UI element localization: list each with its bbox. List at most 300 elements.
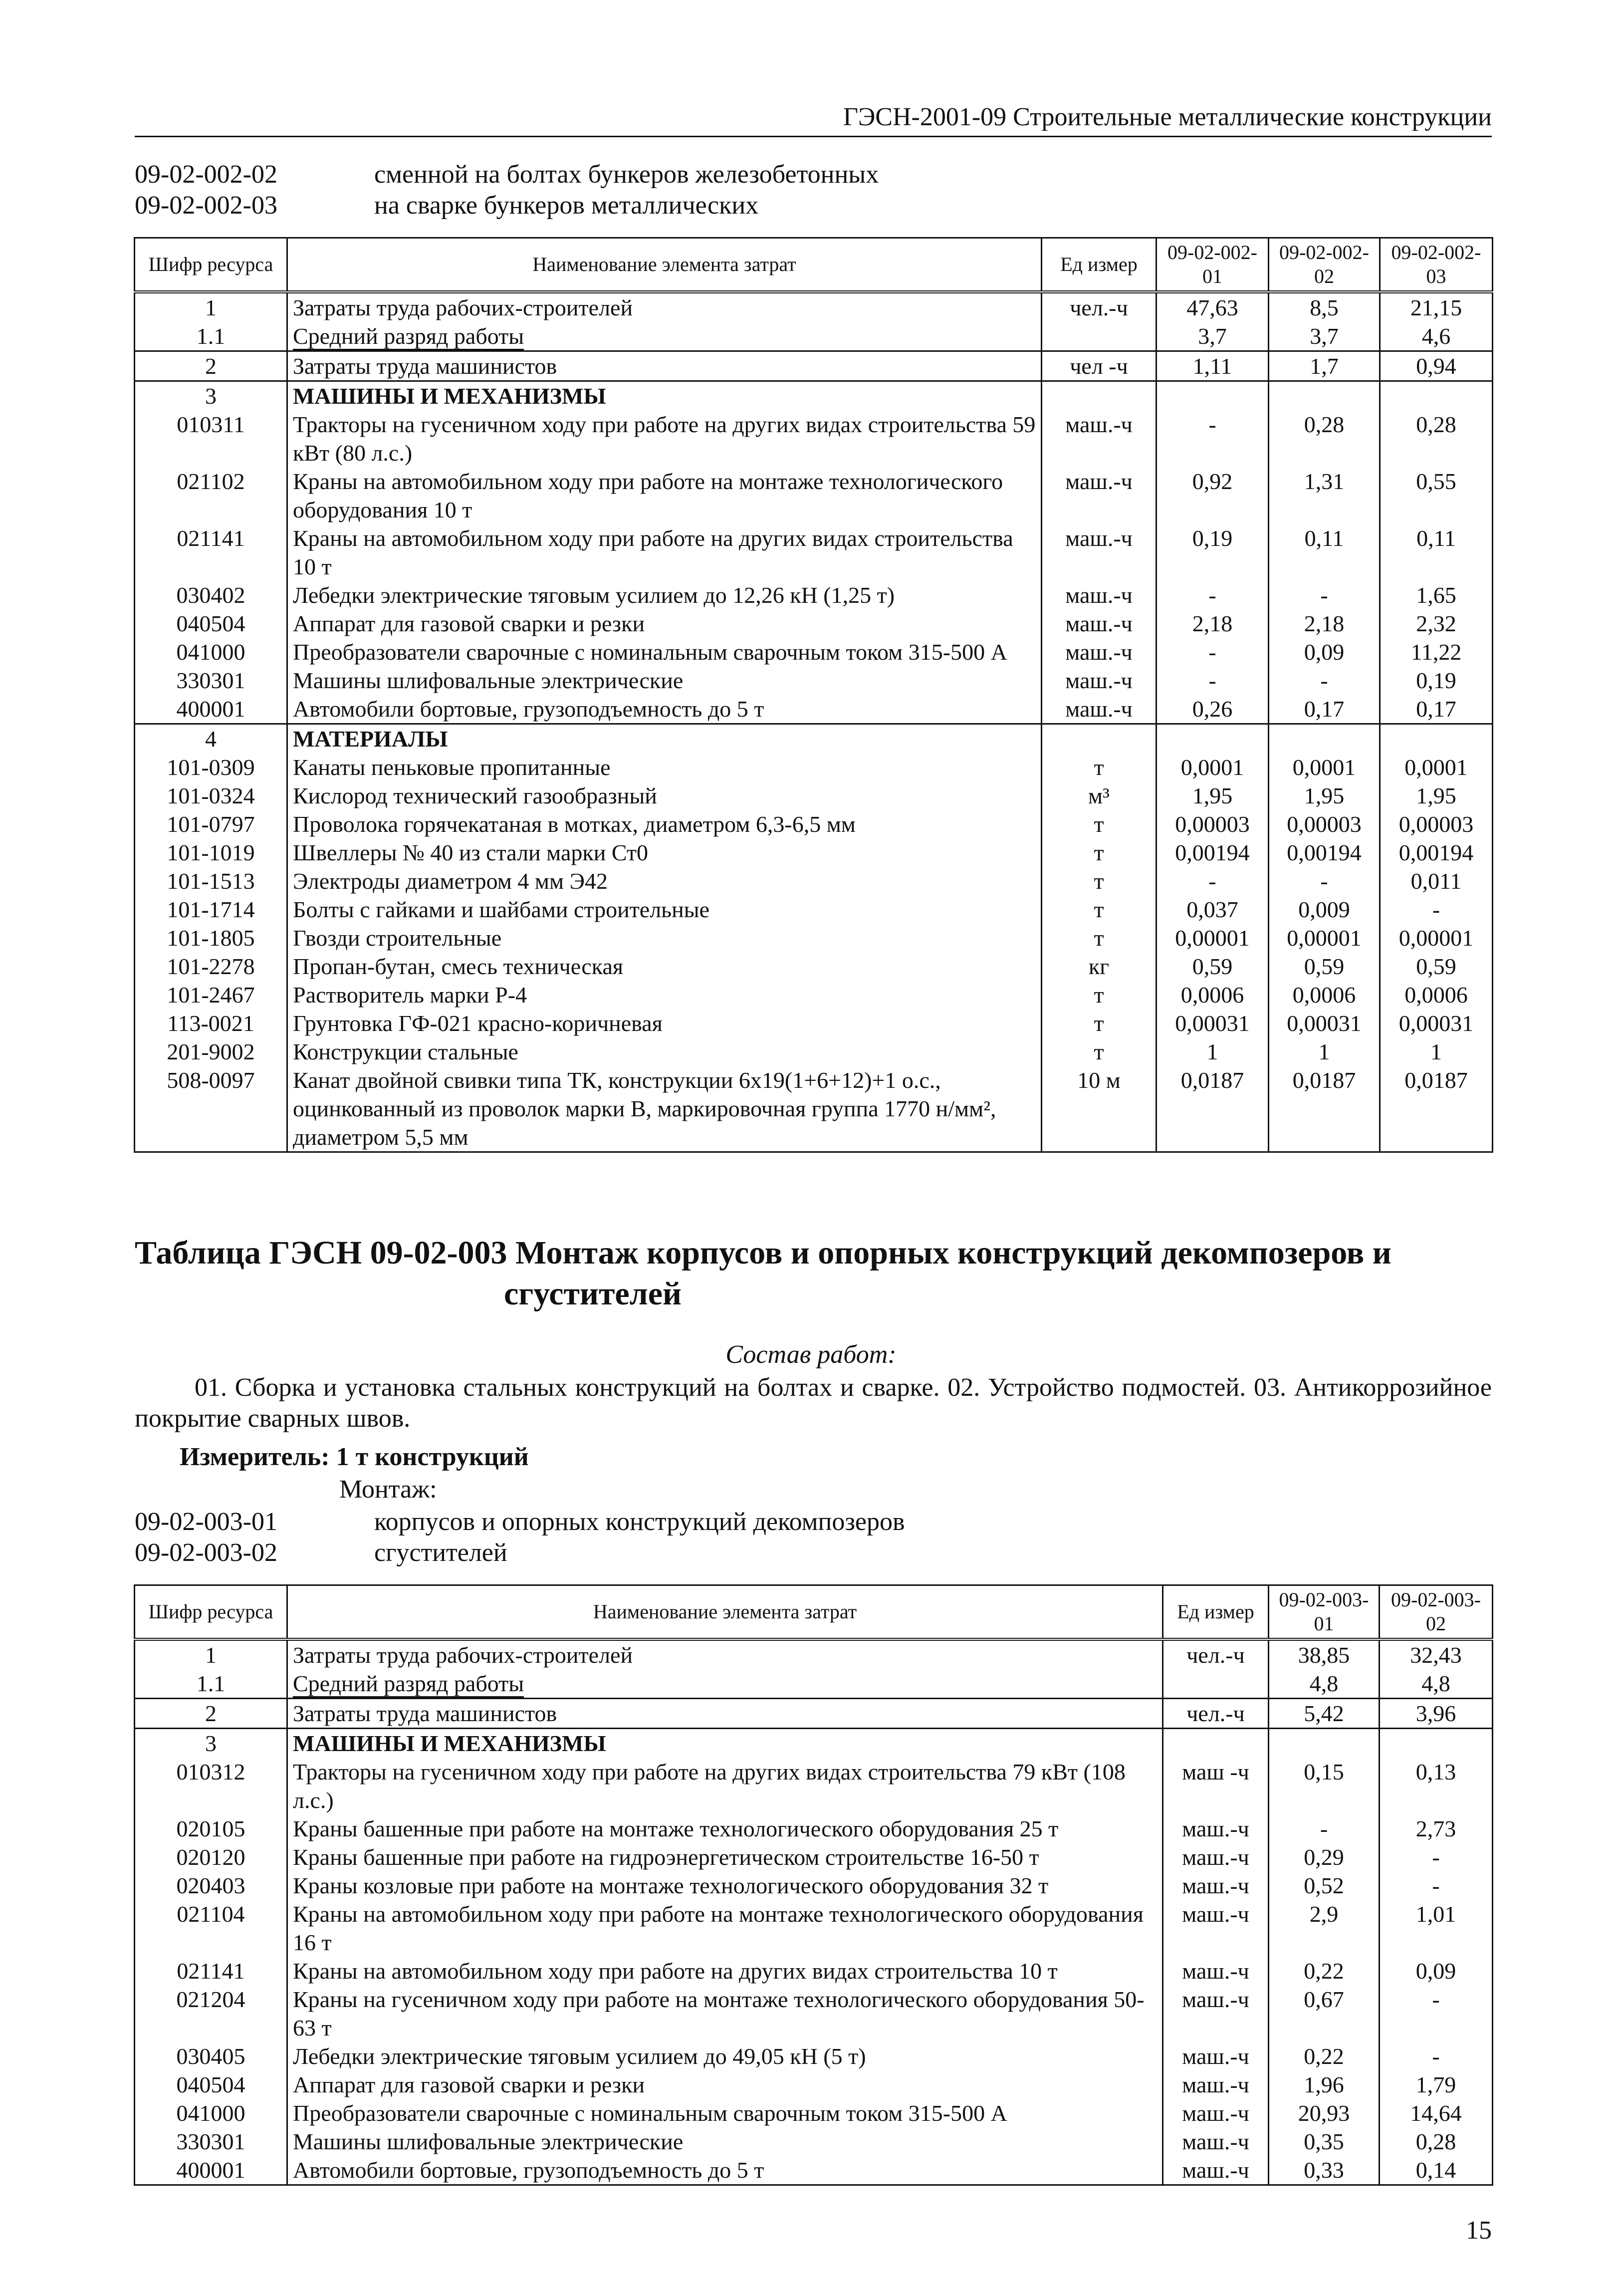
cell-name-text: Канат двойной свивки типа ТК, конструкции 6х19(1+6+12)+1 о.с., оцинкованный из проволок марки В, маркировочная группа 1770 н/мм², диаметром 5,5 мм xyxy=(293,1067,996,1150)
cell-code: 040504 xyxy=(135,2070,287,2099)
cell-unit: т xyxy=(1042,895,1157,924)
cell-value: 0,0001 xyxy=(1157,753,1269,781)
cell-name xyxy=(287,2099,1163,2127)
cell-value: 3,7 xyxy=(1157,322,1269,351)
cell-value: 38,85 xyxy=(1269,1639,1380,1669)
cell-value: 0,19 xyxy=(1380,666,1493,695)
header-name: Наименование элемента затрат xyxy=(287,1585,1163,1640)
table-row xyxy=(135,753,1493,781)
header-code: Шифр ресурса xyxy=(135,238,287,292)
table-row xyxy=(135,781,1493,810)
table-row xyxy=(135,924,1493,952)
cell-code: 2 xyxy=(135,351,287,381)
cell-name-text: МАШИНЫ И МЕХАНИЗМЫ xyxy=(293,1731,606,1756)
cell-value: 0,67 xyxy=(1269,1985,1380,2042)
cell-value xyxy=(1157,724,1269,754)
cell-unit: маш.-ч xyxy=(1042,581,1157,609)
cell-value: 0,00031 xyxy=(1380,1009,1493,1037)
cell-name xyxy=(287,810,1042,838)
cell-name xyxy=(287,322,1042,351)
table-row xyxy=(135,410,1493,467)
table-row xyxy=(135,1843,1493,1871)
cell-name xyxy=(287,1729,1163,1758)
cell-name xyxy=(287,2156,1163,2185)
cell-name-text: МАТЕРИАЛЫ xyxy=(293,726,448,752)
cell-value: 0,94 xyxy=(1380,351,1493,381)
cell-code: 1.1 xyxy=(135,1669,287,1699)
cell-value: 47,63 xyxy=(1157,292,1269,322)
header-col-1: 09-02-002-01 xyxy=(1157,238,1269,292)
cell-code: 4 xyxy=(135,724,287,754)
table-row xyxy=(135,724,1493,754)
cell-unit: т xyxy=(1042,1037,1157,1066)
cell-unit: маш.-ч xyxy=(1042,695,1157,724)
cell-value: 0,00194 xyxy=(1157,838,1269,867)
cell-name xyxy=(287,1814,1163,1843)
table-row xyxy=(135,1758,1493,1814)
cell-name xyxy=(287,753,1042,781)
cell-code: 021141 xyxy=(135,524,287,581)
header-col-3: 09-02-002-03 xyxy=(1380,238,1493,292)
cell-name-text: Машины шлифовальные электрические xyxy=(293,668,684,693)
table-row xyxy=(135,2156,1493,2185)
cell-unit: маш.-ч xyxy=(1042,666,1157,695)
cell-name xyxy=(287,2070,1163,2099)
cell-code: 508-0097 xyxy=(135,1066,287,1152)
cell-unit xyxy=(1042,322,1157,351)
cell-name xyxy=(287,1957,1163,1985)
header-unit: Ед измер xyxy=(1042,238,1157,292)
cell-unit: маш.-ч xyxy=(1163,1814,1269,1843)
cell-value: 2,18 xyxy=(1269,609,1380,638)
cell-value: 0,0187 xyxy=(1269,1066,1380,1152)
cell-code: 021141 xyxy=(135,1957,287,1985)
cell-name xyxy=(287,638,1042,666)
cell-unit: чел.-ч xyxy=(1163,1639,1269,1669)
cell-unit: маш.-ч xyxy=(1042,638,1157,666)
cell-name xyxy=(287,895,1042,924)
cell-name-text: Автомобили бортовые, грузоподъемность до 5 т xyxy=(293,2157,764,2183)
table-header-row xyxy=(135,238,1493,292)
cell-code: 201-9002 xyxy=(135,1037,287,1066)
cell-unit: 10 м xyxy=(1042,1066,1157,1152)
cell-unit: т xyxy=(1042,924,1157,952)
cell-value: 4,6 xyxy=(1380,322,1493,351)
cell-code: 3 xyxy=(135,381,287,411)
cell-name-text: Автомобили бортовые, грузоподъемность до 5 т xyxy=(293,696,764,722)
cell-value: 0,00194 xyxy=(1380,838,1493,867)
cell-name xyxy=(287,1639,1163,1669)
cell-name xyxy=(287,609,1042,638)
cell-value: 2,18 xyxy=(1157,609,1269,638)
table-row xyxy=(135,981,1493,1009)
cell-code: 1 xyxy=(135,292,287,322)
cell-value: - xyxy=(1380,2042,1493,2070)
cell-value: 0,0187 xyxy=(1380,1066,1493,1152)
cell-name-text: Электроды диаметром 4 мм Э42 xyxy=(293,868,608,894)
cell-name xyxy=(287,724,1042,754)
cell-code: 021204 xyxy=(135,1985,287,2042)
table-row xyxy=(135,638,1493,666)
table-row xyxy=(135,695,1493,724)
cell-code: 101-1019 xyxy=(135,838,287,867)
cell-code: 020120 xyxy=(135,1843,287,1871)
cell-name-text: Краны козловые при работе на монтаже технологического оборудования 32 т xyxy=(293,1873,1049,1898)
cell-name-text: Проволока горячекатаная в мотках, диаметром 6,3-6,5 мм xyxy=(293,811,856,837)
cell-name-text: Краны на автомобильном ходу при работе на монтаже технологического оборудования 10 т xyxy=(293,469,1003,522)
code-description: корпусов и опорных конструкций декомпозеров xyxy=(374,1508,905,1536)
table-row xyxy=(135,1066,1493,1152)
cell-code: 101-2467 xyxy=(135,981,287,1009)
cell-value: - xyxy=(1157,666,1269,695)
cell-code: 101-0797 xyxy=(135,810,287,838)
cell-code: 010312 xyxy=(135,1758,287,1814)
cell-value: - xyxy=(1269,1814,1380,1843)
cell-unit: маш.-ч xyxy=(1163,2099,1269,2127)
cell-value: 1,01 xyxy=(1380,1900,1493,1957)
cell-value xyxy=(1157,381,1269,411)
composition-text: 01. Сборка и установка стальных конструкций на болтах и сварке. 02. Устройство подмостей. 03. Антикоррозийное покрытие сварных швов. xyxy=(135,1373,1492,1433)
cell-unit: маш.-ч xyxy=(1163,2070,1269,2099)
table-row xyxy=(135,1037,1493,1066)
cell-value: 0,0006 xyxy=(1157,981,1269,1009)
cell-value: 1 xyxy=(1380,1037,1493,1066)
cell-code: 101-0309 xyxy=(135,753,287,781)
cell-unit: т xyxy=(1042,1009,1157,1037)
cell-name-text: Краны башенные при работе на монтаже технологического оборудования 25 т xyxy=(293,1816,1059,1841)
cell-name-text: Машины шлифовальные электрические xyxy=(293,2129,684,2154)
cell-value: 0,22 xyxy=(1269,1957,1380,1985)
cell-value: 0,92 xyxy=(1157,467,1269,524)
cell-value: 0,00001 xyxy=(1380,924,1493,952)
cell-value: 3,96 xyxy=(1380,1699,1493,1729)
code-line xyxy=(135,160,879,191)
table-row xyxy=(135,1957,1493,1985)
cell-value: 2,73 xyxy=(1380,1814,1493,1843)
cell-name xyxy=(287,1669,1163,1699)
cell-value: 21,15 xyxy=(1380,292,1493,322)
cell-value: 1 xyxy=(1269,1037,1380,1066)
cell-name xyxy=(287,467,1042,524)
cell-value: 0,09 xyxy=(1269,638,1380,666)
table-title-line-2: сгустителей xyxy=(504,1276,682,1312)
cell-value: 0,59 xyxy=(1269,952,1380,981)
cell-value: - xyxy=(1380,1985,1493,2042)
cell-value: 0,59 xyxy=(1157,952,1269,981)
cell-value: - xyxy=(1380,1843,1493,1871)
table-row xyxy=(135,322,1493,351)
table-row xyxy=(135,838,1493,867)
cell-value: 1,7 xyxy=(1269,351,1380,381)
cell-name xyxy=(287,1037,1042,1066)
cell-code: 101-2278 xyxy=(135,952,287,981)
cell-value: 20,93 xyxy=(1269,2099,1380,2127)
cell-name-text: Лебедки электрические тяговым усилием до 49,05 кН (5 т) xyxy=(293,2043,866,2069)
table-row xyxy=(135,666,1493,695)
cell-value: 0,28 xyxy=(1269,410,1380,467)
cell-value: 0,00031 xyxy=(1269,1009,1380,1037)
cell-value: 0,00001 xyxy=(1269,924,1380,952)
cell-unit: т xyxy=(1042,810,1157,838)
cell-name xyxy=(287,581,1042,609)
cell-value xyxy=(1269,1729,1380,1758)
mount-label: Монтаж: xyxy=(339,1475,437,1504)
cell-unit: чел.-ч xyxy=(1163,1699,1269,1729)
cell-value: 0,00194 xyxy=(1269,838,1380,867)
cell-value: 11,22 xyxy=(1380,638,1493,666)
cell-unit: м³ xyxy=(1042,781,1157,810)
cell-code: 041000 xyxy=(135,638,287,666)
cell-value: 0,037 xyxy=(1157,895,1269,924)
table-row xyxy=(135,1871,1493,1900)
cell-name-text: Затраты труда рабочих-строителей xyxy=(293,295,633,320)
cell-value: 0,14 xyxy=(1380,2156,1493,2185)
code-line xyxy=(135,1538,905,1569)
cell-unit: т xyxy=(1042,753,1157,781)
cell-unit: маш.-ч xyxy=(1163,2127,1269,2156)
cell-code: 330301 xyxy=(135,666,287,695)
cell-code: 101-0324 xyxy=(135,781,287,810)
table-row xyxy=(135,2099,1493,2127)
cell-unit: чел.-ч xyxy=(1042,292,1157,322)
cell-name xyxy=(287,867,1042,895)
cell-name xyxy=(287,666,1042,695)
cell-name-text: МАШИНЫ И МЕХАНИЗМЫ xyxy=(293,383,606,409)
cell-value: 0,0006 xyxy=(1269,981,1380,1009)
cell-name-text: Средний разряд работы xyxy=(293,323,524,350)
cell-value: 2,32 xyxy=(1380,609,1493,638)
cell-unit: маш.-ч xyxy=(1163,1871,1269,1900)
cell-name-text: Аппарат для газовой сварки и резки xyxy=(293,611,645,636)
cell-name xyxy=(287,1066,1042,1152)
code: 09-02-002-02 xyxy=(135,160,277,189)
cell-name-text: Тракторы на гусеничном ходу при работе на других видах строительства 79 кВт (108 л.с.) xyxy=(293,1759,1126,1813)
table-row xyxy=(135,1639,1493,1669)
cell-value: 0,55 xyxy=(1380,467,1493,524)
table-row xyxy=(135,1669,1493,1699)
cell-value: 1,31 xyxy=(1269,467,1380,524)
cell-unit: маш.-ч xyxy=(1163,1843,1269,1871)
header-code: Шифр ресурса xyxy=(135,1585,287,1640)
cell-unit xyxy=(1042,724,1157,754)
table-row xyxy=(135,895,1493,924)
cell-name-text: Гвозди строительные xyxy=(293,925,502,951)
cell-value: 2,9 xyxy=(1269,1900,1380,1957)
cell-value: 1,65 xyxy=(1380,581,1493,609)
cell-value: 5,42 xyxy=(1269,1699,1380,1729)
cell-name xyxy=(287,1009,1042,1037)
cell-name-text: Пропан-бутан, смесь техническая xyxy=(293,954,624,979)
cell-name-text: Аппарат для газовой сварки и резки xyxy=(293,2072,645,2097)
cell-unit xyxy=(1163,1669,1269,1699)
cell-unit: т xyxy=(1042,981,1157,1009)
header-col-2: 09-02-002-02 xyxy=(1269,238,1380,292)
cell-unit xyxy=(1042,381,1157,411)
cell-value: 0,0187 xyxy=(1157,1066,1269,1152)
table-row xyxy=(135,381,1493,411)
cell-value: 0,19 xyxy=(1157,524,1269,581)
cell-value xyxy=(1380,381,1493,411)
code: 09-02-002-03 xyxy=(135,191,277,220)
cell-name xyxy=(287,351,1042,381)
table-row xyxy=(135,581,1493,609)
cell-value: 0,0001 xyxy=(1380,753,1493,781)
cell-name-text: Краны башенные при работе на гидроэнергетическом строительстве 16-50 т xyxy=(293,1844,1039,1870)
cell-value xyxy=(1380,1729,1493,1758)
cell-code: 021102 xyxy=(135,467,287,524)
cell-unit: т xyxy=(1042,867,1157,895)
cell-name-text: Растворитель марки Р-4 xyxy=(293,982,527,1008)
table2-code-list xyxy=(135,1507,905,1569)
cell-value: 0,00031 xyxy=(1157,1009,1269,1037)
cell-code: 030402 xyxy=(135,581,287,609)
table-row xyxy=(135,609,1493,638)
cell-name-text: Преобразователи сварочные с номинальным сварочным током 315-500 А xyxy=(293,2100,1007,2126)
cell-value: - xyxy=(1269,867,1380,895)
cell-value: 0,17 xyxy=(1269,695,1380,724)
cell-code: 400001 xyxy=(135,2156,287,2185)
table-row xyxy=(135,1699,1493,1729)
cell-code: 330301 xyxy=(135,2127,287,2156)
cell-name xyxy=(287,1985,1163,2042)
code-description: на сварке бункеров металлических xyxy=(374,191,759,220)
cell-value: 0,22 xyxy=(1269,2042,1380,2070)
cell-value: 0,28 xyxy=(1380,410,1493,467)
cell-value: 0,011 xyxy=(1380,867,1493,895)
cell-name xyxy=(287,410,1042,467)
top-code-list xyxy=(135,160,879,222)
cell-value: 0,28 xyxy=(1380,2127,1493,2156)
table-row xyxy=(135,351,1493,381)
table-row xyxy=(135,1009,1493,1037)
page-number: 15 xyxy=(1466,2216,1492,2245)
cell-name xyxy=(287,981,1042,1009)
cell-code: 400001 xyxy=(135,695,287,724)
cell-value: 32,43 xyxy=(1380,1639,1493,1669)
table-row xyxy=(135,2042,1493,2070)
cell-value: 8,5 xyxy=(1269,292,1380,322)
cell-code: 041000 xyxy=(135,2099,287,2127)
cell-code: 030405 xyxy=(135,2042,287,2070)
cell-unit: маш.-ч xyxy=(1163,1985,1269,2042)
cell-value: 1,95 xyxy=(1269,781,1380,810)
cell-unit: т xyxy=(1042,838,1157,867)
table-row xyxy=(135,867,1493,895)
meter-line: Измеритель: 1 т конструкций xyxy=(180,1443,529,1471)
cell-value xyxy=(1269,724,1380,754)
header-col-1: 09-02-003-01 xyxy=(1269,1585,1380,1640)
cell-name-text: Канаты пеньковые пропитанные xyxy=(293,755,611,780)
cell-code: 101-1805 xyxy=(135,924,287,952)
cell-name xyxy=(287,381,1042,411)
cell-name xyxy=(287,292,1042,322)
cell-code: 101-1513 xyxy=(135,867,287,895)
table-row xyxy=(135,1985,1493,2042)
cell-code: 020105 xyxy=(135,1814,287,1843)
cell-code: 2 xyxy=(135,1699,287,1729)
cell-name-text: Краны на автомобильном ходу при работе на других видах строительства 10 т xyxy=(293,525,1013,579)
cell-value xyxy=(1380,724,1493,754)
code-line xyxy=(135,191,879,222)
cell-value: 1,79 xyxy=(1380,2070,1493,2099)
cell-name-text: Затраты труда рабочих-строителей xyxy=(293,1642,633,1668)
cell-unit: маш.-ч xyxy=(1042,410,1157,467)
cell-value: - xyxy=(1157,867,1269,895)
cell-value: 3,7 xyxy=(1269,322,1380,351)
cell-code: 1 xyxy=(135,1639,287,1669)
cell-value: - xyxy=(1269,581,1380,609)
cell-value: 0,15 xyxy=(1269,1758,1380,1814)
cell-value: 1,95 xyxy=(1380,781,1493,810)
cell-name xyxy=(287,1758,1163,1814)
cell-name xyxy=(287,1843,1163,1871)
cell-value: 0,11 xyxy=(1269,524,1380,581)
header-col-2: 09-02-003-02 xyxy=(1380,1585,1493,1640)
cell-name-text: Средний разряд работы xyxy=(293,1671,524,1698)
cell-value: - xyxy=(1157,638,1269,666)
cell-name-text: Затраты труда машинистов xyxy=(293,1701,557,1726)
cell-name-text: Швеллеры № 40 из стали марки Ст0 xyxy=(293,840,649,865)
cell-value: 0,26 xyxy=(1157,695,1269,724)
cell-name-text: Конструкции стальные xyxy=(293,1039,518,1064)
table-row xyxy=(135,1814,1493,1843)
cell-code: 040504 xyxy=(135,609,287,638)
cell-code: 010311 xyxy=(135,410,287,467)
cell-value: 0,00001 xyxy=(1157,924,1269,952)
cell-unit: кг xyxy=(1042,952,1157,981)
table-row xyxy=(135,2127,1493,2156)
cell-value: 0,17 xyxy=(1380,695,1493,724)
cell-value: - xyxy=(1157,581,1269,609)
cell-name xyxy=(287,924,1042,952)
table-row xyxy=(135,292,1493,322)
cell-name xyxy=(287,695,1042,724)
cell-unit: маш -ч xyxy=(1163,1758,1269,1814)
cell-code: 1.1 xyxy=(135,322,287,351)
running-header: ГЭСН-2001-09 Строительные металлические конструкции xyxy=(135,102,1492,137)
cell-code: 021104 xyxy=(135,1900,287,1957)
table-row xyxy=(135,1729,1493,1758)
table-title xyxy=(135,1233,1492,1314)
table-row xyxy=(135,1900,1493,1957)
cell-unit: маш.-ч xyxy=(1163,1957,1269,1985)
cell-name-text: Затраты труда машинистов xyxy=(293,353,557,379)
cell-value: 0,0006 xyxy=(1380,981,1493,1009)
cell-value: 4,8 xyxy=(1380,1669,1493,1699)
cell-value: 1,95 xyxy=(1157,781,1269,810)
code-description: сменной на болтах бункеров железобетонных xyxy=(374,160,879,189)
cell-value: 0,0001 xyxy=(1269,753,1380,781)
code: 09-02-003-01 xyxy=(135,1508,277,1536)
table-body xyxy=(135,1639,1493,2185)
cell-name xyxy=(287,2042,1163,2070)
cell-name-text: Лебедки электрические тяговым усилием до 12,26 кН (1,25 т) xyxy=(293,582,895,608)
table-row xyxy=(135,952,1493,981)
table-header-row xyxy=(135,1585,1493,1640)
cell-value: 0,29 xyxy=(1269,1843,1380,1871)
cell-value: 0,33 xyxy=(1269,2156,1380,2185)
cell-unit: маш.-ч xyxy=(1042,524,1157,581)
cell-name-text: Болты с гайками и шайбами строительные xyxy=(293,897,710,922)
cell-name-text: Преобразователи сварочные с номинальным сварочным током 315-500 А xyxy=(293,639,1007,665)
cell-name-text: Краны на автомобильном ходу при работе на других видах строительства 10 т xyxy=(293,1958,1058,1984)
cell-name-text: Грунтовка ГФ-021 красно-коричневая xyxy=(293,1011,663,1036)
cell-name-text: Кислород технический газообразный xyxy=(293,783,657,808)
code-line xyxy=(135,1507,905,1538)
cell-value: 0,00003 xyxy=(1157,810,1269,838)
code-description: сгустителей xyxy=(374,1538,507,1567)
cell-value: 0,00003 xyxy=(1269,810,1380,838)
